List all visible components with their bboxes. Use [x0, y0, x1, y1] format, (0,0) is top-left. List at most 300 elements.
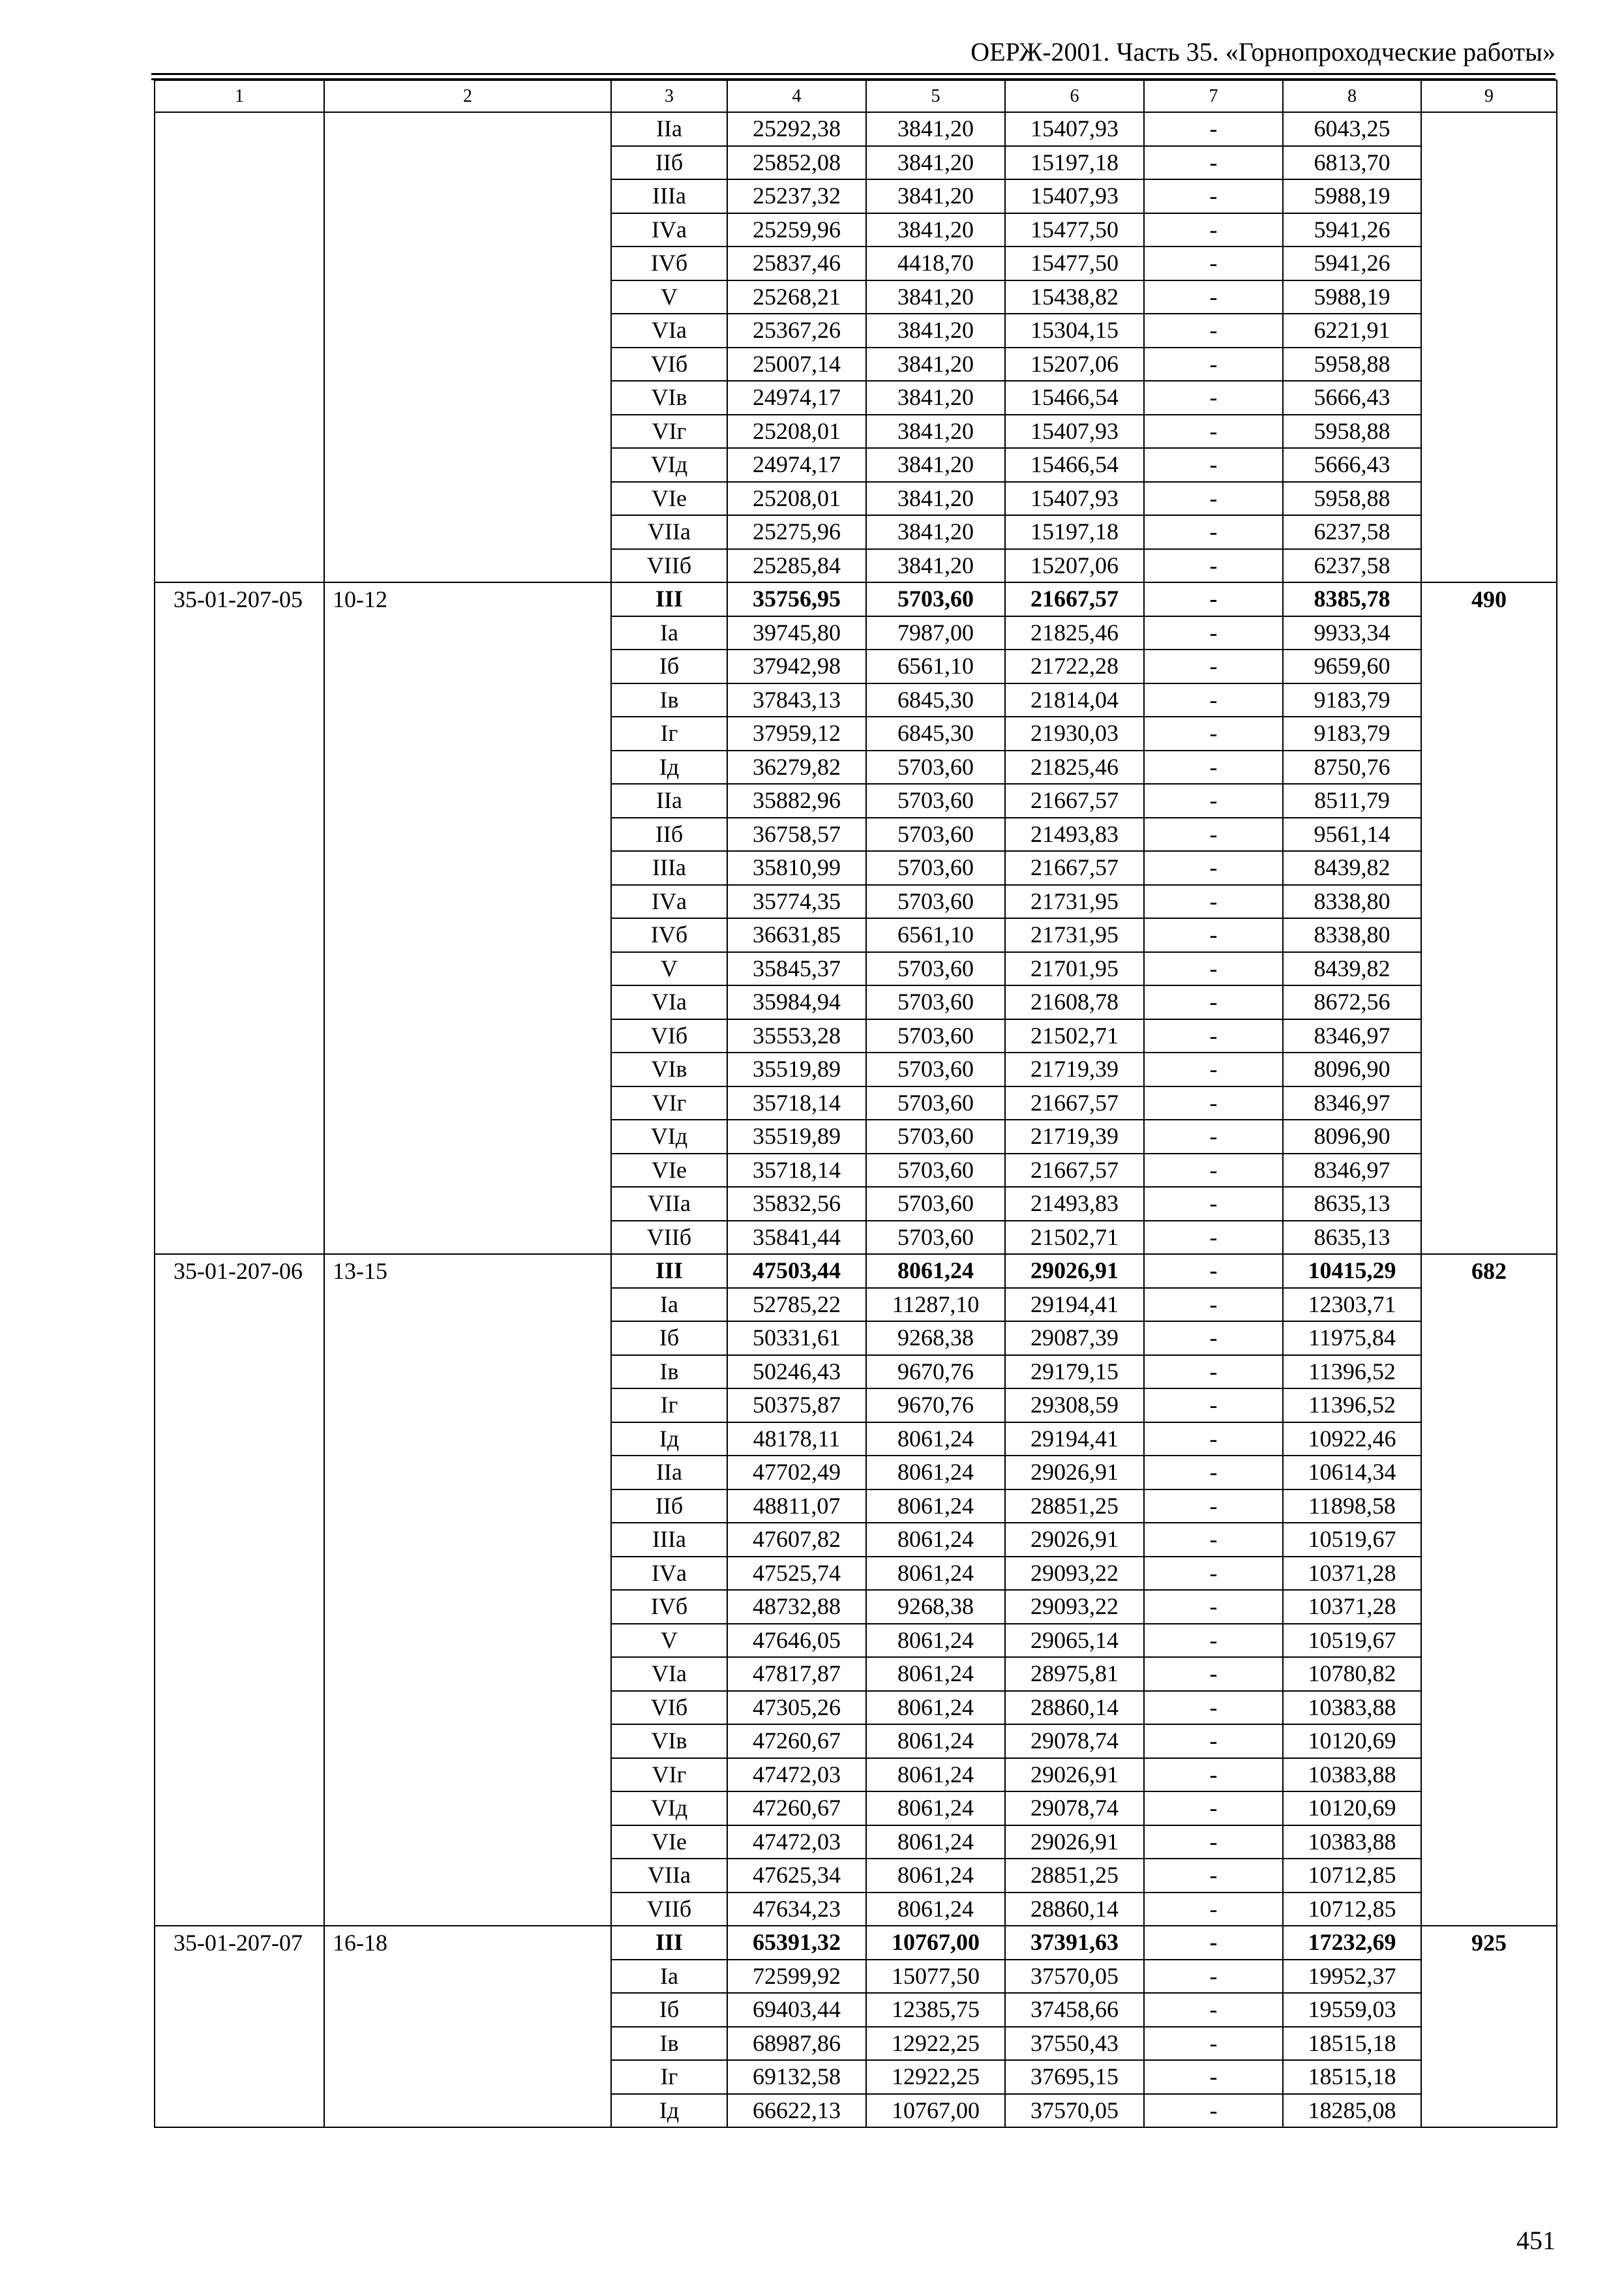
labor-cell: 10371,28: [1283, 1557, 1421, 1591]
column-number: 2: [324, 80, 611, 112]
machines-cell: 15407,93: [1005, 112, 1144, 146]
column-number: 8: [1283, 80, 1421, 112]
range-cell: [324, 515, 611, 549]
total-cost-cell: 25237,32: [727, 179, 866, 213]
extra-cell: [1421, 348, 1557, 382]
range-cell: [324, 1053, 611, 1086]
table-row: [155, 1388, 1557, 1422]
table-row: [155, 415, 1557, 449]
rate-code-cell: [155, 1221, 324, 1255]
extra-cell: [1421, 1859, 1557, 1893]
extra-cell: [1421, 1154, 1557, 1188]
range-cell: [324, 1154, 611, 1188]
materials-cell: -: [1144, 348, 1283, 382]
extra-cell: [1421, 515, 1557, 549]
table-row: [155, 1960, 1557, 1994]
total-cost-cell: 39745,80: [727, 616, 866, 650]
category-cell: Iг: [611, 717, 727, 751]
total-cost-cell: 52785,22: [727, 1288, 866, 1322]
machines-cell: 28860,14: [1005, 1691, 1144, 1725]
range-cell: [324, 1657, 611, 1691]
labor-cell: 5958,88: [1283, 482, 1421, 516]
materials-cell: -: [1144, 1758, 1283, 1792]
wages-cell: 5703,60: [866, 818, 1005, 852]
rate-code-cell: [155, 1489, 324, 1523]
materials-cell: -: [1144, 1187, 1283, 1221]
table-row: [155, 448, 1557, 482]
table-row: [155, 1557, 1557, 1591]
labor-cell: 8635,13: [1283, 1187, 1421, 1221]
wages-cell: 5703,60: [866, 985, 1005, 1019]
rate-code-cell: [155, 1960, 324, 1994]
extra-cell: [1421, 818, 1557, 852]
rate-code-cell: [155, 381, 324, 415]
materials-cell: -: [1144, 1791, 1283, 1825]
machines-cell: 15466,54: [1005, 381, 1144, 415]
labor-cell: 10371,28: [1283, 1590, 1421, 1624]
materials-cell: -: [1144, 1422, 1283, 1456]
total-cost-cell: 65391,32: [727, 1926, 866, 1960]
machines-cell: 15438,82: [1005, 280, 1144, 314]
column-number: 1: [155, 80, 324, 112]
extra-cell: [1421, 247, 1557, 280]
category-cell: VIIб: [611, 1221, 727, 1255]
table-row: [155, 1724, 1557, 1758]
wages-cell: 5703,60: [866, 1154, 1005, 1188]
materials-cell: -: [1144, 482, 1283, 516]
machines-cell: 15197,18: [1005, 146, 1144, 180]
range-cell: [324, 1355, 611, 1389]
extra-cell: [1421, 1523, 1557, 1557]
extra-cell: [1421, 1355, 1557, 1389]
machines-cell: 37391,63: [1005, 1926, 1144, 1960]
labor-cell: 6237,58: [1283, 515, 1421, 549]
materials-cell: -: [1144, 179, 1283, 213]
total-cost-cell: 48732,88: [727, 1590, 866, 1624]
labor-cell: 5941,26: [1283, 247, 1421, 280]
category-cell: Iа: [611, 616, 727, 650]
materials-cell: -: [1144, 818, 1283, 852]
category-cell: IIа: [611, 1456, 727, 1489]
rate-code-cell: [155, 2027, 324, 2061]
materials-cell: -: [1144, 381, 1283, 415]
category-cell: VIа: [611, 314, 727, 348]
total-cost-cell: 35832,56: [727, 1187, 866, 1221]
range-cell: [324, 1893, 611, 1926]
rate-code-cell: [155, 1758, 324, 1792]
category-cell: Iв: [611, 1355, 727, 1389]
table-row: [155, 348, 1557, 382]
labor-cell: 5988,19: [1283, 280, 1421, 314]
wages-cell: 5703,60: [866, 1120, 1005, 1154]
range-cell: [324, 1825, 611, 1859]
materials-cell: -: [1144, 1893, 1283, 1926]
rate-code-cell: [155, 784, 324, 818]
wages-cell: 11287,10: [866, 1288, 1005, 1322]
wages-cell: 8061,24: [866, 1758, 1005, 1792]
total-cost-cell: 24974,17: [727, 448, 866, 482]
extra-cell: [1421, 1019, 1557, 1053]
wages-cell: 3841,20: [866, 112, 1005, 146]
category-cell: VIв: [611, 381, 727, 415]
materials-cell: -: [1144, 213, 1283, 247]
materials-cell: -: [1144, 280, 1283, 314]
category-cell: Iв: [611, 2027, 727, 2061]
labor-cell: 5958,88: [1283, 415, 1421, 449]
total-cost-cell: 25259,96: [727, 213, 866, 247]
column-number: 4: [727, 80, 866, 112]
machines-cell: 21608,78: [1005, 985, 1144, 1019]
total-cost-cell: 50246,43: [727, 1355, 866, 1389]
range-cell: [324, 112, 611, 146]
rate-code-cell: [155, 952, 324, 986]
rate-code-cell: [155, 751, 324, 785]
category-cell: VIв: [611, 1053, 727, 1086]
total-cost-cell: 35553,28: [727, 1019, 866, 1053]
category-cell: VIб: [611, 1691, 727, 1725]
page-header-title: ОЕРЖ-2001. Часть 35. «Горнопроходческие работы»: [970, 37, 1556, 67]
table-row: [155, 179, 1557, 213]
machines-cell: 21502,71: [1005, 1019, 1144, 1053]
total-cost-cell: 47817,87: [727, 1657, 866, 1691]
total-cost-cell: 47472,03: [727, 1825, 866, 1859]
materials-cell: -: [1144, 1254, 1283, 1288]
machines-cell: 29078,74: [1005, 1724, 1144, 1758]
materials-cell: -: [1144, 1657, 1283, 1691]
machines-cell: 29078,74: [1005, 1791, 1144, 1825]
total-cost-cell: 35810,99: [727, 851, 866, 885]
labor-cell: 17232,69: [1283, 1926, 1421, 1960]
materials-cell: -: [1144, 1993, 1283, 2027]
rate-code-cell: [155, 482, 324, 516]
rate-code-cell: [155, 2060, 324, 2094]
rate-code-cell: [155, 1355, 324, 1389]
machines-cell: 29308,59: [1005, 1388, 1144, 1422]
machines-cell: 37550,43: [1005, 2027, 1144, 2061]
table-row: [155, 1019, 1557, 1053]
labor-cell: 9183,79: [1283, 717, 1421, 751]
wages-cell: 3841,20: [866, 415, 1005, 449]
table-row: [155, 1791, 1557, 1825]
extra-cell: [1421, 1456, 1557, 1489]
machines-cell: 21502,71: [1005, 1221, 1144, 1255]
extra-cell: [1421, 1691, 1557, 1725]
materials-cell: -: [1144, 1120, 1283, 1154]
extra-cell: [1421, 1825, 1557, 1859]
category-cell: IIIа: [611, 179, 727, 213]
category-cell: Iд: [611, 751, 727, 785]
table-row: [155, 650, 1557, 683]
wages-cell: 8061,24: [866, 1624, 1005, 1658]
range-cell: [324, 415, 611, 449]
category-cell: IVб: [611, 1590, 727, 1624]
total-cost-cell: 69403,44: [727, 1993, 866, 2027]
labor-cell: 18515,18: [1283, 2060, 1421, 2094]
labor-cell: 8338,80: [1283, 885, 1421, 919]
rate-code-cell: [155, 1791, 324, 1825]
materials-cell: -: [1144, 616, 1283, 650]
labor-cell: 5988,19: [1283, 179, 1421, 213]
range-cell: [324, 1120, 611, 1154]
wages-cell: 3841,20: [866, 314, 1005, 348]
table-row: [155, 1926, 1557, 1960]
range-cell: [324, 985, 611, 1019]
range-cell: [324, 1422, 611, 1456]
labor-cell: 5666,43: [1283, 448, 1421, 482]
materials-cell: -: [1144, 1321, 1283, 1355]
category-cell: IIб: [611, 818, 727, 852]
wages-cell: 5703,60: [866, 851, 1005, 885]
labor-cell: 10519,67: [1283, 1624, 1421, 1658]
wages-cell: 5703,60: [866, 751, 1005, 785]
wages-cell: 3841,20: [866, 549, 1005, 583]
wages-cell: 3841,20: [866, 448, 1005, 482]
machines-cell: 29065,14: [1005, 1624, 1144, 1658]
range-cell: [324, 1456, 611, 1489]
wages-cell: 4418,70: [866, 247, 1005, 280]
range-cell: [324, 1221, 611, 1255]
total-cost-cell: 72599,92: [727, 1960, 866, 1994]
table-row: [155, 1053, 1557, 1086]
total-cost-cell: 47472,03: [727, 1758, 866, 1792]
total-cost-cell: 47634,23: [727, 1893, 866, 1926]
machines-cell: 15477,50: [1005, 213, 1144, 247]
range-cell: [324, 348, 611, 382]
range-cell: [324, 179, 611, 213]
range-cell: [324, 1624, 611, 1658]
rate-code-cell: [155, 280, 324, 314]
total-cost-cell: 24974,17: [727, 381, 866, 415]
materials-cell: -: [1144, 415, 1283, 449]
wages-cell: 8061,24: [866, 1489, 1005, 1523]
category-cell: VIд: [611, 448, 727, 482]
extra-cell: [1421, 851, 1557, 885]
machines-cell: 29026,91: [1005, 1523, 1144, 1557]
machines-cell: 37458,66: [1005, 1993, 1144, 2027]
category-cell: VIа: [611, 985, 727, 1019]
materials-cell: -: [1144, 1624, 1283, 1658]
range-cell: [324, 1388, 611, 1422]
materials-cell: -: [1144, 851, 1283, 885]
total-cost-cell: 36758,57: [727, 818, 866, 852]
rate-code-cell: [155, 1590, 324, 1624]
range-cell: [324, 1019, 611, 1053]
category-cell: IIIа: [611, 851, 727, 885]
column-number: 5: [866, 80, 1005, 112]
extra-cell: [1421, 2094, 1557, 2128]
rate-code-cell: [155, 1624, 324, 1658]
wages-cell: 8061,24: [866, 1557, 1005, 1591]
range-cell: [324, 1489, 611, 1523]
labor-cell: 8511,79: [1283, 784, 1421, 818]
materials-cell: -: [1144, 1221, 1283, 1255]
extra-cell: [1421, 1791, 1557, 1825]
labor-cell: 6221,91: [1283, 314, 1421, 348]
table-row: [155, 314, 1557, 348]
labor-cell: 10120,69: [1283, 1724, 1421, 1758]
materials-cell: -: [1144, 1590, 1283, 1624]
total-cost-cell: 35718,14: [727, 1086, 866, 1120]
wages-cell: 15077,50: [866, 1960, 1005, 1994]
total-cost-cell: 47625,34: [727, 1859, 866, 1893]
labor-cell: 10712,85: [1283, 1893, 1421, 1926]
total-cost-cell: 36631,85: [727, 918, 866, 952]
materials-cell: -: [1144, 1825, 1283, 1859]
rate-code-cell: [155, 985, 324, 1019]
range-cell: [324, 751, 611, 785]
total-cost-cell: 25285,84: [727, 549, 866, 583]
range-cell: [324, 381, 611, 415]
category-cell: VIд: [611, 1120, 727, 1154]
range-cell: [324, 650, 611, 683]
machines-cell: 21667,57: [1005, 1086, 1144, 1120]
rate-code-cell: [155, 146, 324, 180]
rate-code-cell: [155, 2094, 324, 2128]
wages-cell: 5703,60: [866, 784, 1005, 818]
wages-cell: 3841,20: [866, 482, 1005, 516]
extra-cell: [1421, 549, 1557, 583]
rate-code-cell: [155, 717, 324, 751]
materials-cell: -: [1144, 1859, 1283, 1893]
machines-cell: 21701,95: [1005, 952, 1144, 986]
extra-cell: [1421, 1657, 1557, 1691]
wages-cell: 12922,25: [866, 2027, 1005, 2061]
labor-cell: 11975,84: [1283, 1321, 1421, 1355]
range-cell: [324, 616, 611, 650]
wages-cell: 8061,24: [866, 1893, 1005, 1926]
wages-cell: 5703,60: [866, 1187, 1005, 1221]
labor-cell: 9561,14: [1283, 818, 1421, 852]
wages-cell: 12385,75: [866, 1993, 1005, 2027]
total-cost-cell: 25275,96: [727, 515, 866, 549]
wages-cell: 3841,20: [866, 280, 1005, 314]
wages-cell: 5703,60: [866, 952, 1005, 986]
range-cell: 16-18: [324, 1926, 611, 1960]
labor-cell: 6237,58: [1283, 549, 1421, 583]
extra-cell: [1421, 616, 1557, 650]
materials-cell: -: [1144, 247, 1283, 280]
extra-cell: [1421, 1422, 1557, 1456]
rate-code-cell: [155, 247, 324, 280]
table-row: [155, 985, 1557, 1019]
range-cell: [324, 918, 611, 952]
wages-cell: 5703,60: [866, 582, 1005, 616]
labor-cell: 19559,03: [1283, 1993, 1421, 2027]
category-cell: III: [611, 1926, 727, 1960]
labor-cell: 8385,78: [1283, 582, 1421, 616]
labor-cell: 18285,08: [1283, 2094, 1421, 2128]
total-cost-cell: 47260,67: [727, 1791, 866, 1825]
labor-cell: 8672,56: [1283, 985, 1421, 1019]
extra-cell: [1421, 1724, 1557, 1758]
rate-code-cell: 35-01-207-07: [155, 1926, 324, 1960]
category-cell: VIд: [611, 1791, 727, 1825]
table-row: [155, 1758, 1557, 1792]
extra-cell: [1421, 683, 1557, 717]
table-body: [155, 80, 1557, 2127]
category-cell: Iб: [611, 1993, 727, 2027]
category-cell: VIв: [611, 1724, 727, 1758]
materials-cell: -: [1144, 2094, 1283, 2128]
wages-cell: 5703,60: [866, 1053, 1005, 1086]
table-row: [155, 1859, 1557, 1893]
wages-cell: 6561,10: [866, 918, 1005, 952]
range-cell: [324, 1086, 611, 1120]
machines-cell: 37570,05: [1005, 1960, 1144, 1994]
labor-cell: 5941,26: [1283, 213, 1421, 247]
materials-cell: -: [1144, 683, 1283, 717]
category-cell: VIе: [611, 1154, 727, 1188]
rate-code-cell: [155, 1120, 324, 1154]
labor-cell: 8439,82: [1283, 851, 1421, 885]
table-row: [155, 1422, 1557, 1456]
total-cost-cell: 37959,12: [727, 717, 866, 751]
wages-cell: 6561,10: [866, 650, 1005, 683]
extra-cell: [1421, 280, 1557, 314]
machines-cell: 21667,57: [1005, 851, 1144, 885]
machines-cell: 15407,93: [1005, 482, 1144, 516]
wages-cell: 8061,24: [866, 1422, 1005, 1456]
total-cost-cell: 50331,61: [727, 1321, 866, 1355]
range-cell: 13-15: [324, 1254, 611, 1288]
rate-code-cell: [155, 415, 324, 449]
table-row: [155, 1086, 1557, 1120]
total-cost-cell: 47607,82: [727, 1523, 866, 1557]
materials-cell: -: [1144, 784, 1283, 818]
labor-cell: 5666,43: [1283, 381, 1421, 415]
materials-cell: -: [1144, 952, 1283, 986]
extra-cell: [1421, 1993, 1557, 2027]
total-cost-cell: 36279,82: [727, 751, 866, 785]
extra-cell: [1421, 1489, 1557, 1523]
labor-cell: 10383,88: [1283, 1758, 1421, 1792]
materials-cell: -: [1144, 1691, 1283, 1725]
category-cell: IIб: [611, 146, 727, 180]
extra-cell: [1421, 2027, 1557, 2061]
materials-cell: -: [1144, 1489, 1283, 1523]
category-cell: Iа: [611, 1288, 727, 1322]
extra-cell: [1421, 1120, 1557, 1154]
machines-cell: 15197,18: [1005, 515, 1144, 549]
range-cell: [324, 1724, 611, 1758]
total-cost-cell: 25837,46: [727, 247, 866, 280]
table-row: [155, 482, 1557, 516]
extra-cell: [1421, 1086, 1557, 1120]
range-cell: [324, 1288, 611, 1322]
extra-cell: [1421, 1960, 1557, 1994]
category-cell: IIб: [611, 1489, 727, 1523]
range-cell: [324, 2027, 611, 2061]
range-cell: [324, 247, 611, 280]
range-cell: [324, 1523, 611, 1557]
materials-cell: -: [1144, 549, 1283, 583]
total-cost-cell: 25268,21: [727, 280, 866, 314]
machines-cell: 21722,28: [1005, 650, 1144, 683]
materials-cell: -: [1144, 146, 1283, 180]
wages-cell: 8061,24: [866, 1791, 1005, 1825]
extra-cell: [1421, 985, 1557, 1019]
materials-cell: -: [1144, 1086, 1283, 1120]
extra-cell: [1421, 784, 1557, 818]
rate-code-cell: [155, 1422, 324, 1456]
category-cell: VIIб: [611, 549, 727, 583]
table-row: [155, 683, 1557, 717]
extra-cell: [1421, 1624, 1557, 1658]
labor-cell: 8750,76: [1283, 751, 1421, 785]
table-row: [155, 2094, 1557, 2128]
materials-cell: -: [1144, 2027, 1283, 2061]
rate-code-cell: [155, 1086, 324, 1120]
